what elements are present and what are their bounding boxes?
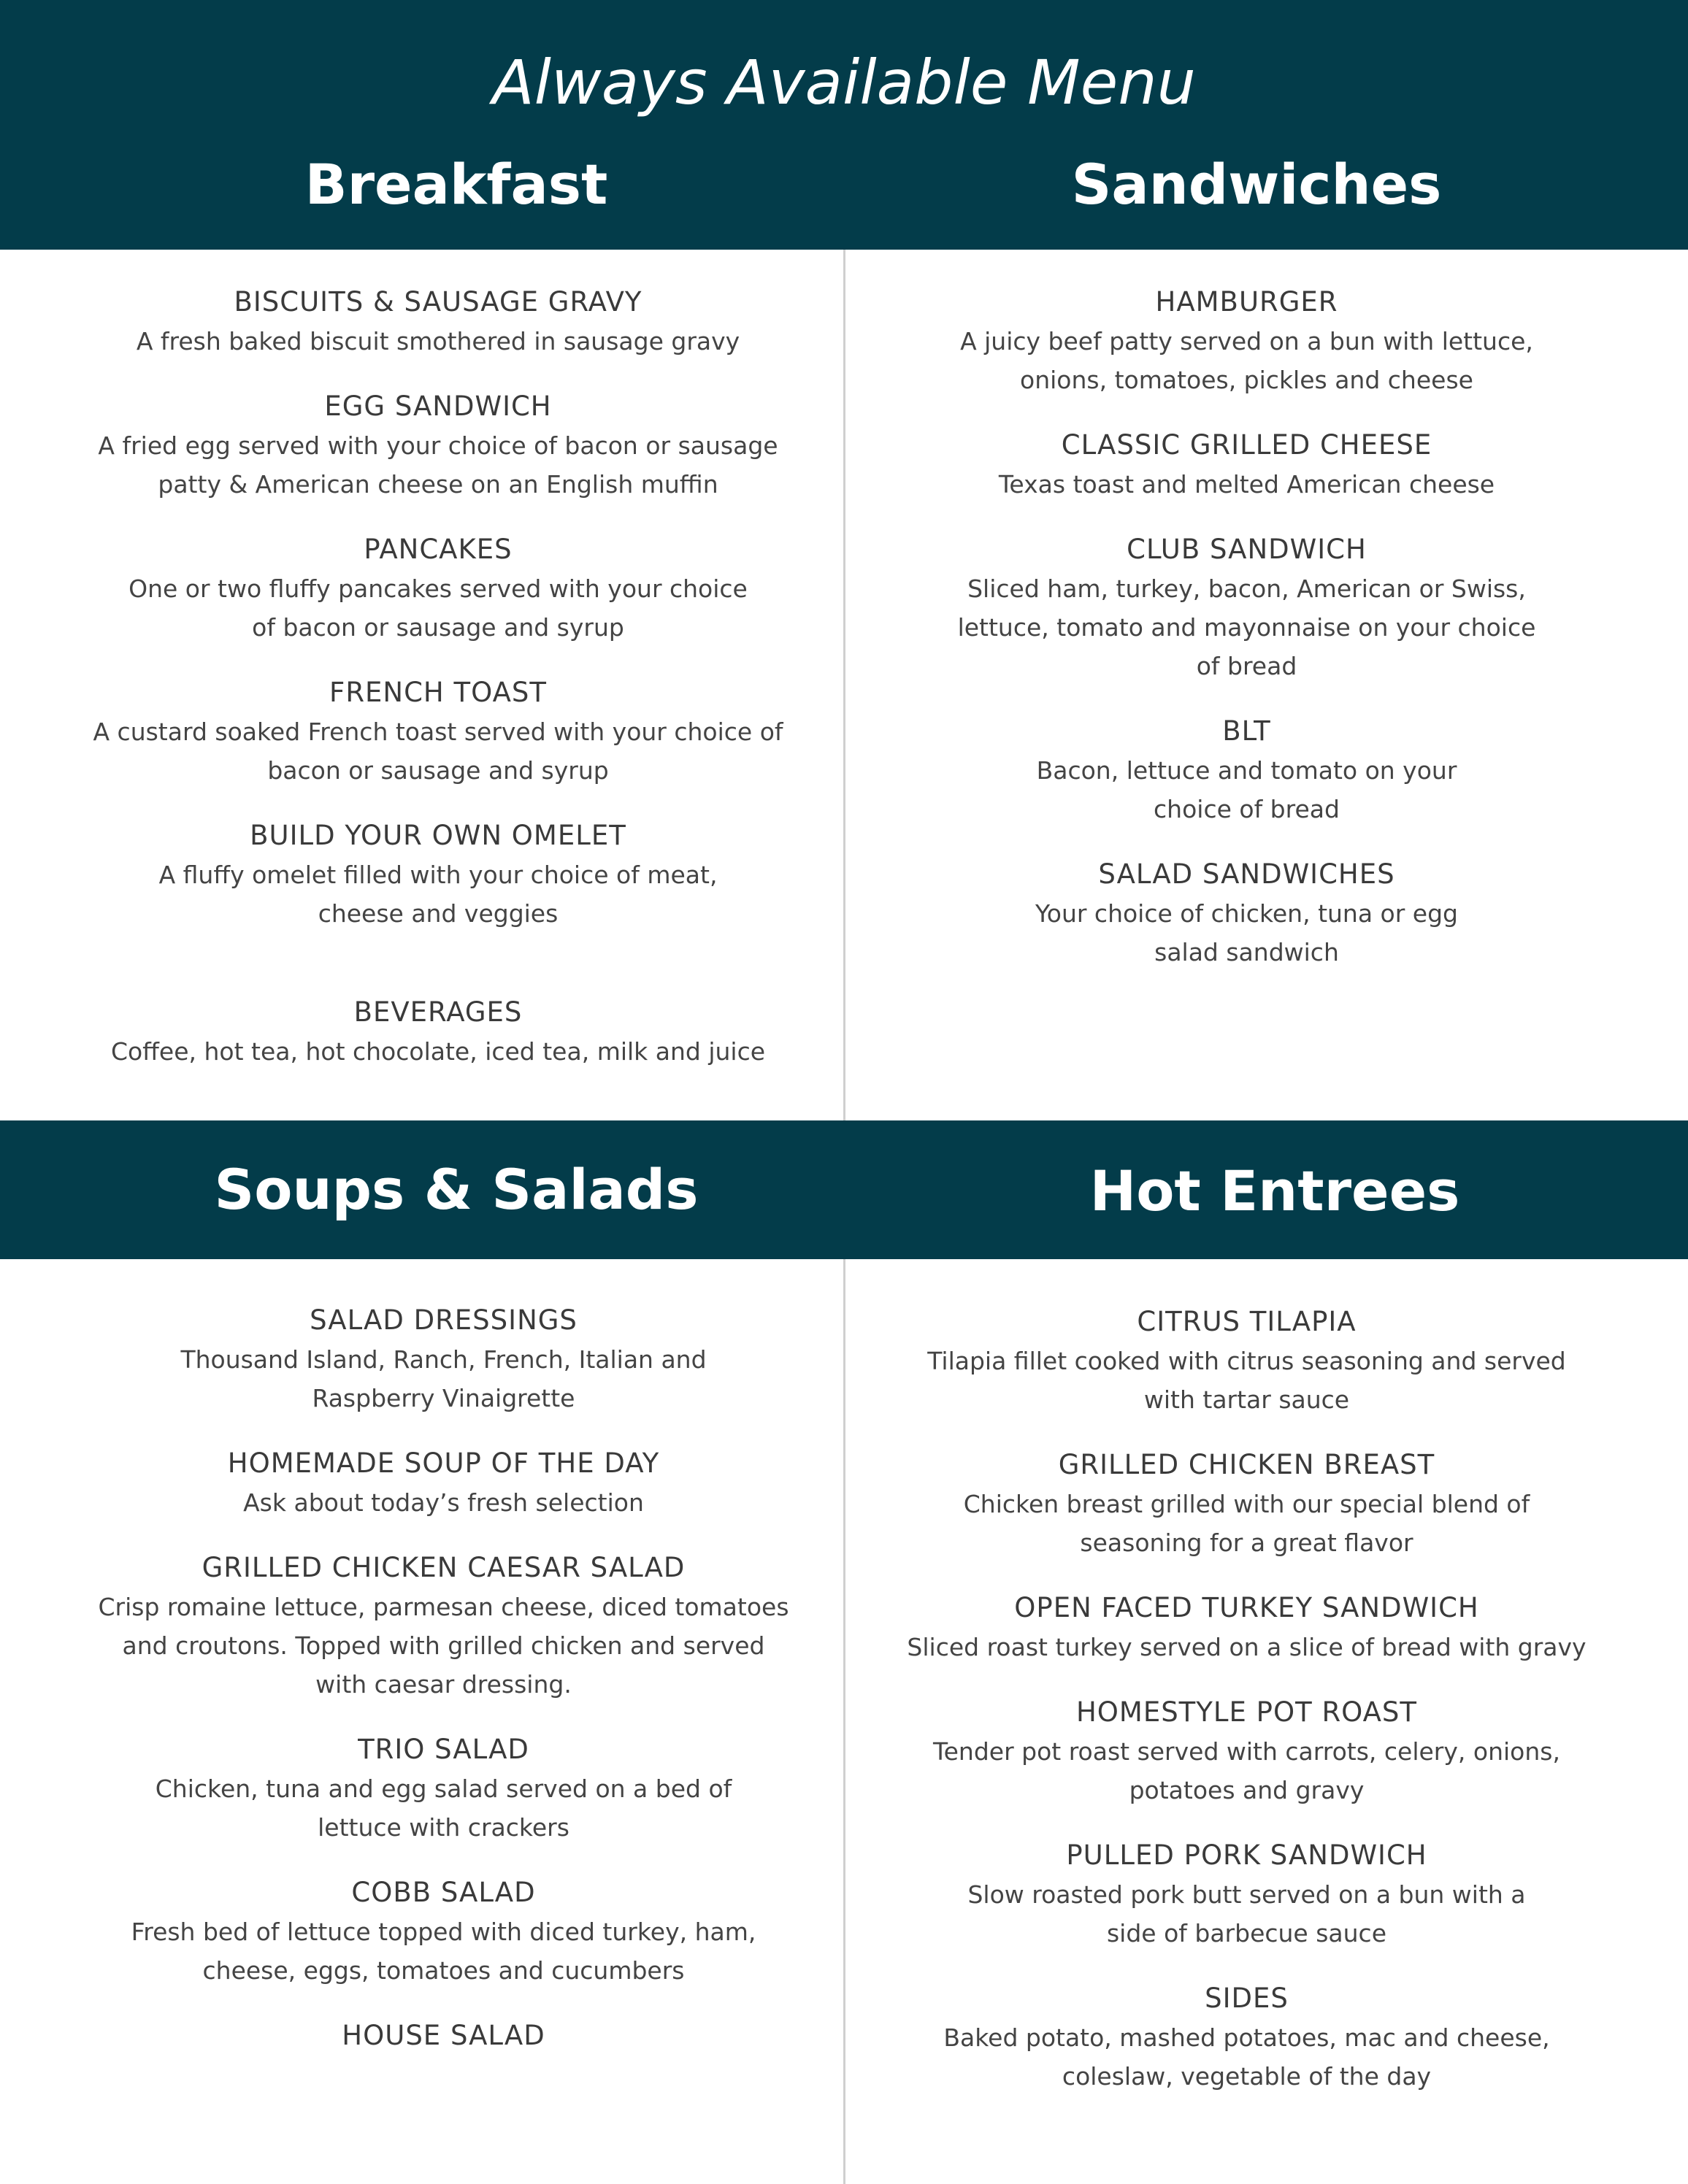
section-heading-sandwiches: Sandwiches bbox=[1071, 152, 1442, 217]
item-description: A custard soaked French toast served with your choice of bacon or sausage and syrup bbox=[93, 718, 783, 785]
section-heading-soups-salads: Soups & Salads bbox=[214, 1157, 699, 1222]
menu-item bbox=[22, 1301, 865, 1418]
item-name: PANCAKES bbox=[364, 534, 513, 565]
menu-item bbox=[22, 387, 854, 504]
item-description: Crisp romaine lettuce, parmesan cheese, diced tomatoes and croutons. Topped with grilled chicken and served with caesar dressing. bbox=[98, 1593, 789, 1699]
item-name: BUILD YOUR OWN OMELET bbox=[250, 820, 626, 851]
item-name: TRIO SALAD bbox=[358, 1734, 529, 1765]
item-description: Your choice of chicken, tuna or egg salad sandwich bbox=[1035, 899, 1458, 966]
menu-item bbox=[847, 426, 1646, 504]
item-name: CLUB SANDWICH bbox=[1127, 534, 1367, 565]
item-description: Tilapia fillet cooked with citrus seasoning and served with tartar sauce bbox=[927, 1347, 1566, 1414]
item-description: Sliced ham, turkey, bacon, American or Swiss, lettuce, tomato and mayonnaise on your choice of bread bbox=[957, 574, 1536, 680]
hot-entrees-column bbox=[847, 1302, 1646, 2122]
item-name: HAMBURGER bbox=[1155, 286, 1338, 318]
item-name: HOUSE SALAD bbox=[342, 2020, 545, 2051]
menu-item bbox=[22, 816, 854, 933]
menu-item bbox=[847, 1979, 1646, 2096]
menu-item bbox=[22, 2016, 865, 2056]
item-name: GRILLED CHICKEN CAESAR SALAD bbox=[202, 1552, 686, 1583]
item-name: FRENCH TOAST bbox=[329, 677, 547, 708]
item-name: HOMESTYLE POT ROAST bbox=[1075, 1696, 1418, 1728]
menu-item bbox=[847, 712, 1646, 828]
item-description: Bacon, lettuce and tomato on your choice of bread bbox=[1036, 756, 1457, 823]
menu-item bbox=[847, 1302, 1646, 1419]
menu-item bbox=[22, 673, 854, 790]
page-title: Always Available Menu bbox=[492, 47, 1196, 118]
item-description: Chicken, tuna and egg salad served on a bed of lettuce with crackers bbox=[155, 1774, 732, 1842]
menu-item bbox=[847, 282, 1646, 399]
section-heading-breakfast: Breakfast bbox=[304, 152, 608, 217]
item-description: Fresh bed of lettuce topped with diced turkey, ham, cheese, eggs, tomatoes and cucumbers bbox=[131, 1918, 756, 1985]
item-description: A fresh baked biscuit smothered in sausage gravy bbox=[136, 327, 740, 355]
menu-item bbox=[847, 855, 1646, 972]
menu-item bbox=[22, 1730, 865, 1847]
menu-item bbox=[22, 1548, 865, 1704]
item-description: Coffee, hot tea, hot chocolate, iced tea, milk and juice bbox=[110, 1037, 766, 1066]
menu-item bbox=[847, 1588, 1646, 1666]
item-description: A fried egg served with your choice of bacon or sausage patty & American cheese on an English muffin bbox=[98, 431, 778, 499]
item-description: One or two fluffy pancakes served with your choice of bacon or sausage and syrup bbox=[128, 574, 748, 642]
item-description: Slow roasted pork butt served on a bun with a side of barbecue sauce bbox=[967, 1880, 1526, 1947]
menu-item bbox=[847, 530, 1646, 685]
item-description: A juicy beef patty served on a bun with lettuce, onions, tomatoes, pickles and cheese bbox=[960, 327, 1533, 394]
item-name: PULLED PORK SANDWICH bbox=[1066, 1839, 1427, 1871]
item-name: BEVERAGES bbox=[353, 996, 523, 1028]
item-description: Sliced roast turkey served on a slice of bread with gravy bbox=[907, 1633, 1587, 1661]
item-name: OPEN FACED TURKEY SANDWICH bbox=[1014, 1592, 1479, 1623]
item-description: Tender pot roast served with carrots, celery, onions, potatoes and gravy bbox=[933, 1737, 1560, 1804]
item-name: HOMEMADE SOUP OF THE DAY bbox=[227, 1447, 660, 1479]
item-name: COBB SALAD bbox=[351, 1877, 536, 1908]
item-description: Baked potato, mashed potatoes, mac and cheese, coleslaw, vegetable of the day bbox=[943, 2023, 1550, 2091]
sandwiches-column bbox=[847, 282, 1646, 998]
item-name: GRILLED CHICKEN BREAST bbox=[1058, 1449, 1435, 1480]
menu-item bbox=[22, 282, 854, 361]
item-description: Texas toast and melted American cheese bbox=[998, 470, 1495, 499]
menu-item bbox=[847, 1693, 1646, 1810]
item-name: SIDES bbox=[1205, 1983, 1289, 2014]
menu-item bbox=[22, 993, 854, 1071]
item-name: CLASSIC GRILLED CHEESE bbox=[1061, 429, 1432, 461]
item-name: CITRUS TILAPIA bbox=[1137, 1306, 1357, 1337]
item-name: SALAD SANDWICHES bbox=[1098, 858, 1395, 890]
breakfast-column bbox=[22, 282, 854, 1097]
item-description: Ask about today’s fresh selection bbox=[243, 1488, 644, 1517]
menu-item bbox=[847, 1445, 1646, 1562]
menu-item bbox=[22, 530, 854, 647]
item-description: Thousand Island, Ranch, French, Italian and Raspberry Vinaigrette bbox=[180, 1345, 707, 1412]
soups-salads-column bbox=[22, 1301, 865, 2082]
item-description: Chicken breast grilled with our special blend of seasoning for a great flavor bbox=[963, 1490, 1530, 1557]
item-name: BISCUITS & SAUSAGE GRAVY bbox=[234, 286, 642, 318]
menu-item bbox=[847, 1836, 1646, 1953]
section-heading-hot-entrees: Hot Entrees bbox=[1089, 1158, 1460, 1223]
menu-item bbox=[22, 1873, 865, 1990]
menu-item bbox=[22, 1444, 865, 1522]
item-name: SALAD DRESSINGS bbox=[310, 1304, 578, 1336]
item-description: A fluffy omelet filled with your choice of meat, cheese and veggies bbox=[158, 861, 718, 928]
item-name: BLT bbox=[1222, 715, 1271, 747]
item-name: EGG SANDWICH bbox=[324, 391, 552, 422]
